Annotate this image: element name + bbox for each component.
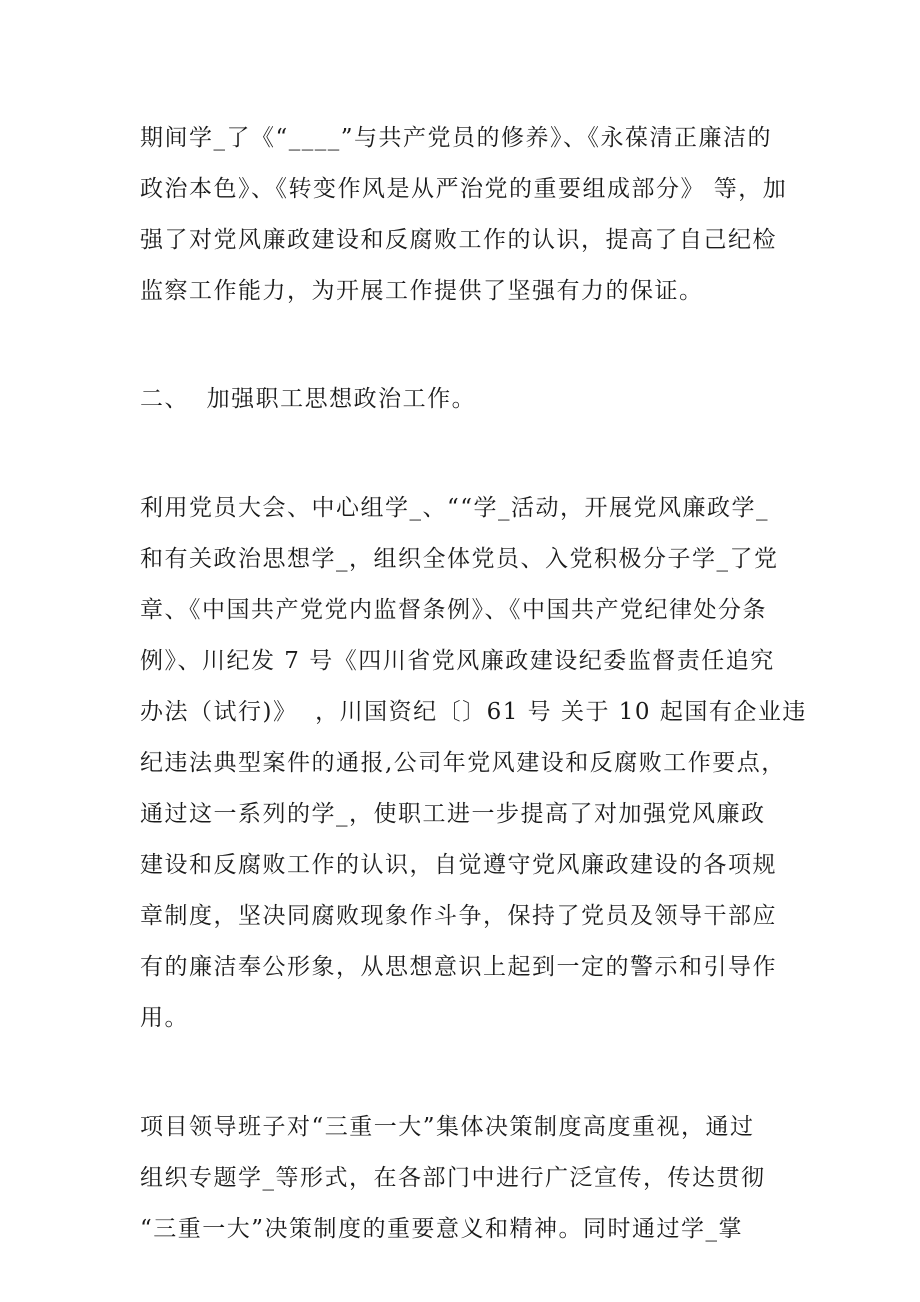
section-heading-2: [140, 374, 782, 425]
document-body: [140, 113, 807, 1255]
paragraph-line: 办法（试行)》 ，川国资纪〔〕61 号 关于 10 起国有企业违: [140, 699, 807, 725]
paragraph-line: “三重一大”决策制度的重要意义和精神。同时通过学_掌: [140, 1216, 744, 1242]
paragraph-line: 建设和反腐败工作的认识，自觉遵守党风廉政建设的各项规: [140, 852, 777, 878]
paragraph-spacer: [140, 425, 782, 483]
paragraph-line: 用。: [140, 1005, 189, 1031]
paragraph-spacer: [140, 317, 782, 374]
paragraph-line: 例》、川纪发 7 号《四川省党风廉政建设纪委监督责任追究: [140, 648, 775, 674]
paragraph-line: 章、《中国共产党党内监督条例》、《中国共产党纪律处分条: [140, 597, 767, 623]
paragraph-line: 利用党员大会、中心组学_、““学_活动，开展党风廉政学_: [140, 495, 770, 521]
paragraph-line: 组织专题学_等形式，在各部门中进行广泛宣传，传达贯彻: [140, 1165, 766, 1191]
paragraph-line: 监察工作能力，为开展工作提供了坚强有力的保证。: [140, 278, 704, 304]
paragraph-3: [140, 1102, 782, 1255]
paragraph-line: 通过这一系列的学_，使职工进一步提高了对加强党风廉政: [140, 801, 766, 827]
paragraph-2: [140, 483, 807, 1044]
paragraph-line: 强了对党风廉政建设和反腐败工作的认识，提高了自己纪检: [140, 227, 777, 253]
paragraph-spacer: [140, 1044, 782, 1102]
paragraph-line: 项目领导班子对“三重一大”集体决策制度高度重视，通过: [140, 1114, 755, 1140]
paragraph-line: 政治本色》、《转变作风是从严治党的重要组成部分》 等，加: [140, 176, 788, 202]
paragraph-line: 有的廉洁奉公形象，从思想意识上起到一定的警示和引导作: [140, 954, 777, 980]
paragraph-1: [140, 113, 788, 317]
paragraph-line: 和有关政治思想学_，组织全体党员、入党积极分子学_了党: [140, 546, 779, 572]
paragraph-line: 纪违法典型案件的通报,公司年党风建设和反腐败工作要点，: [140, 750, 786, 776]
section-heading: 二、 加强职工思想政治工作。: [140, 386, 477, 412]
paragraph-line: 期间学_了《“____”与共产党员的修养》、《永葆清正廉洁的: [140, 125, 773, 151]
paragraph-line: 章制度，坚决同腐败现象作斗争，保持了党员及领导干部应: [140, 903, 777, 929]
